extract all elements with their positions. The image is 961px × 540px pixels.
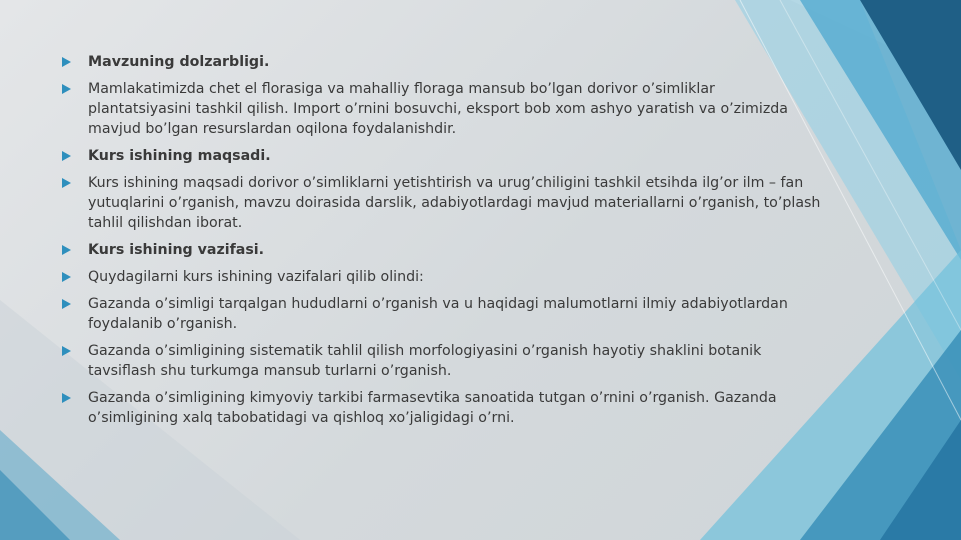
- bullet-item-goal-text: [62, 173, 822, 233]
- bullet-text: Gazanda o’simligining sistematik tahlil qilish morfologiyasini o’rganish hayotiy shaklini botanik tavsiflash shu turkumga mansub turlarni o’rganish.: [88, 343, 762, 379]
- bullet-item-task-2: [62, 341, 822, 381]
- bullet-text: Mamlakatimizda chet el florasiga va mahalliy floraga mansub bo’lgan dorivor o’simliklar plantatsiyasini tashkil qilish. Import o’rnini bosuvchi, eksport bob xom ashyo yaratish va o’zimizda mavjud bo’lgan resurslardan oqilona foydalanishdir.: [88, 81, 788, 137]
- triangle-bullet-icon: [62, 178, 71, 188]
- triangle-bullet-icon: [62, 57, 71, 67]
- triangle-bullet-icon: [62, 299, 71, 309]
- triangle-bullet-icon: [62, 346, 71, 356]
- bullet-text: Gazanda o’simligining kimyoviy tarkibi farmasevtika sanoatida tutgan o’rnini o’rganish. Gazanda o’simligining xalq tabobatidagi va qishloq xo’jaligidagi o’rni.: [88, 390, 777, 426]
- bullet-item-relevance-heading: [62, 52, 822, 72]
- bullet-item-tasks-intro: [62, 267, 822, 287]
- triangle-bullet-icon: [62, 393, 71, 403]
- bullet-item-task-3: [62, 388, 822, 428]
- bullet-text: Quydagilarni kurs ishining vazifalari qilib olindi:: [88, 269, 424, 285]
- bullet-list: [62, 52, 822, 435]
- bullet-text: Gazanda o’simligi tarqalgan hududlarni o’rganish va u haqidagi malumotlarni ilmiy adabiyotlardan foydalanib o’rganish.: [88, 296, 788, 332]
- triangle-bullet-icon: [62, 84, 71, 94]
- bullet-text: Kurs ishining vazifasi.: [88, 242, 265, 258]
- bullet-item-tasks-heading: [62, 240, 822, 260]
- triangle-bullet-icon: [62, 151, 71, 161]
- bullet-item-goal-heading: [62, 146, 822, 166]
- bullet-text: Kurs ishining maqsadi.: [88, 148, 271, 164]
- bullet-text: Kurs ishining maqsadi dorivor o’simliklarni yetishtirish va urug’chiligini tashkil etsihda ilg’or ilm – fan yutuqlarini o’rganish, mavzu doirasida darslik, adabiyotlardagi mavjud materiallarni o’rganish, to’plash tahlil qilishdan iborat.: [88, 175, 821, 231]
- triangle-bullet-icon: [62, 272, 71, 282]
- bullet-item-relevance-text: [62, 79, 822, 139]
- triangle-bullet-icon: [62, 245, 71, 255]
- bullet-text: Mavzuning dolzarbligi.: [88, 54, 270, 70]
- bullet-item-task-1: [62, 294, 822, 334]
